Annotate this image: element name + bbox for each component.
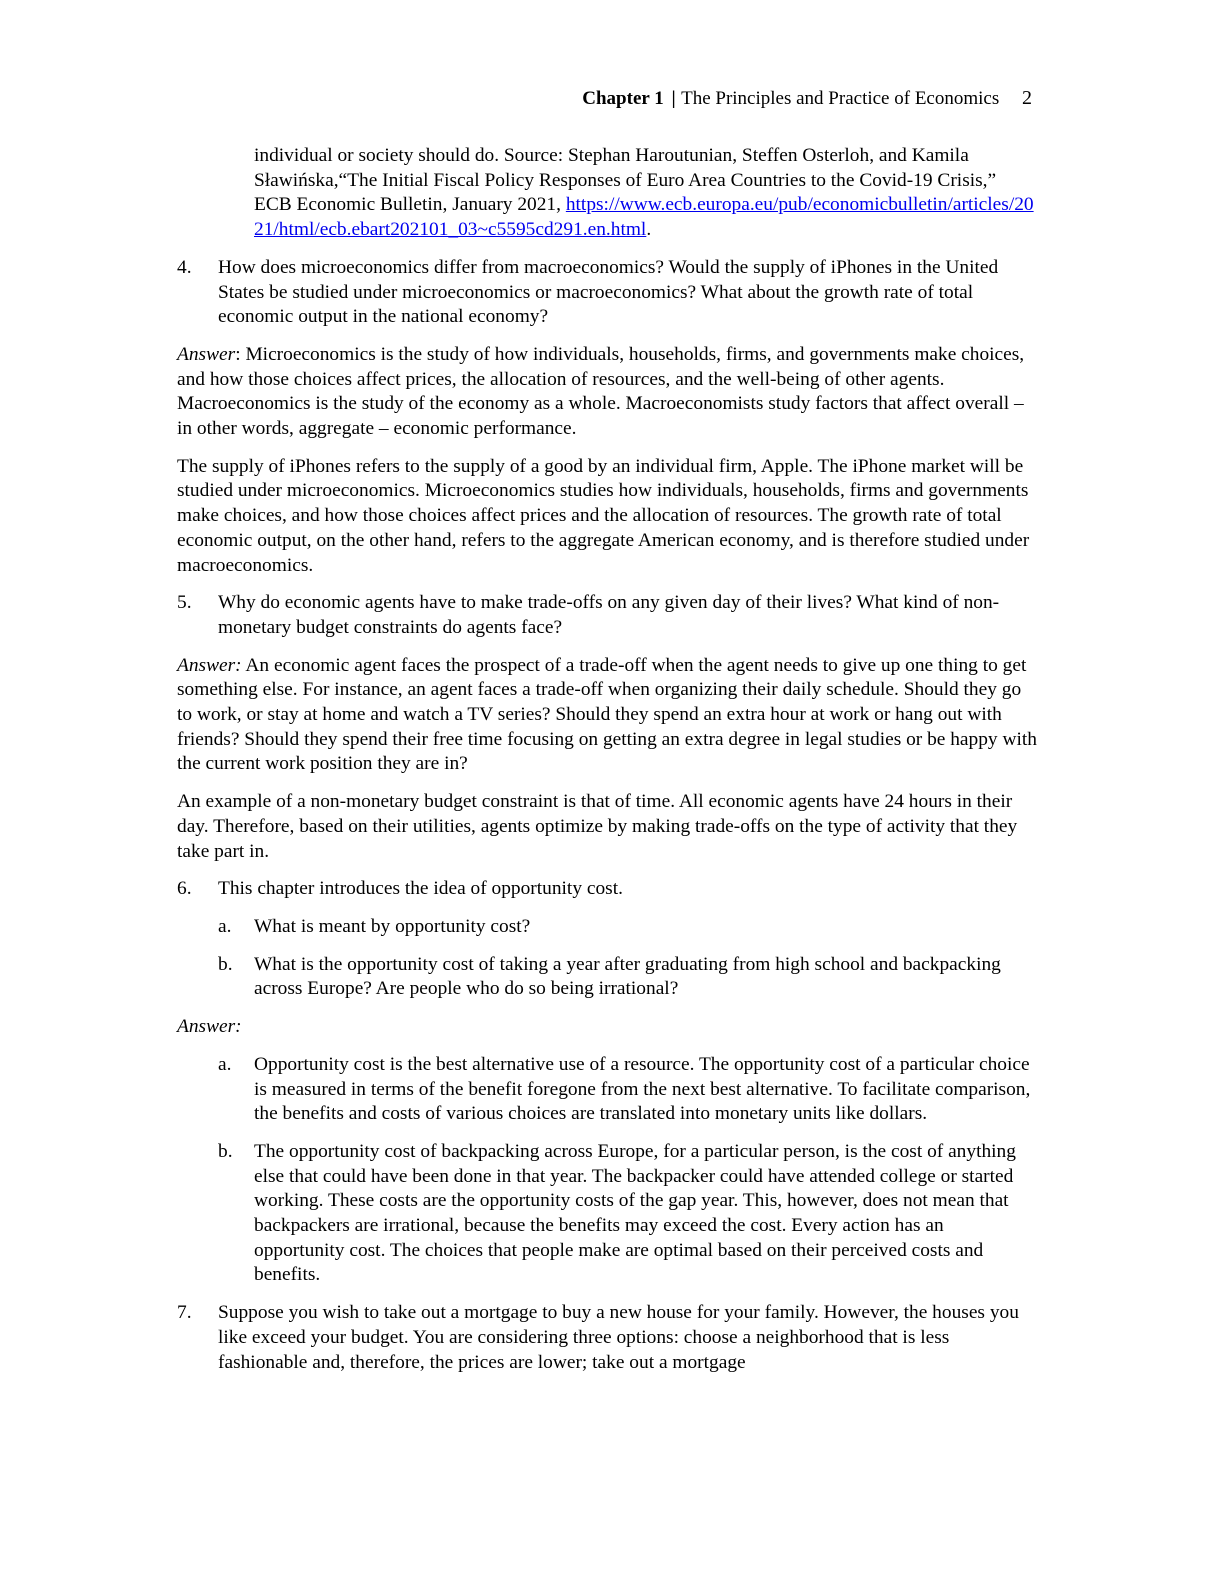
- sub-answer-label: b.: [218, 1140, 233, 1162]
- question-text: Suppose you wish to take out a mortgage to buy a new house for your family. However, the houses you like exceed your budget. You are considering three options: choose a neighborhood that is less fashionable and, therefore, the prices are lower; take out a mortgage: [218, 1302, 1019, 1373]
- sub-question-text: What is meant by opportunity cost?: [254, 915, 531, 937]
- sub-answer-text: Opportunity cost is the best alternative use of a resource. The opportunity cost of a particular choice is measured in terms of the benefit foregone from the next best alternative. To facilitate comparison, the benefits and costs of various choices are translated into monetary units like dollars.: [254, 1053, 1031, 1125]
- chapter-label: Chapter 1: [582, 88, 664, 109]
- question-number: 7.: [177, 1302, 192, 1324]
- answer-5-paragraph-2: An example of a non-monetary budget constraint is that of time. All economic agents have 24 hours in their day. Therefore, based on their utilities, agents optimize by making trade-offs on the type of activity that they take part in.: [177, 791, 1018, 862]
- answer-label: Answer: [177, 343, 236, 365]
- citation-period: .: [646, 219, 652, 241]
- answer-text: An economic agent faces the prospect of a trade-off when the agent needs to give up one thing to get something else. For instance, an agent faces a trade-off when organizing their daily schedule. Should they go to work, or stay at home and watch a TV series? Should they spend an extra hour at work or hang out with friends? Should they spend their free time focusing on getting an extra degree in legal studies or be happy with the current work position they are in?: [177, 654, 1037, 775]
- header-separator: |: [671, 88, 676, 109]
- sub-question-text: What is the opportunity cost of taking a year after graduating from high school and backpacking across Europe? Are people who do so being irrational?: [254, 953, 1001, 1000]
- question-7: [177, 1301, 1037, 1375]
- question-6a: [218, 915, 1037, 940]
- answer-4-paragraph-2: The supply of iPhones refers to the supply of a good by an individual firm, Apple. The iPhone market will be studied under microeconomics. Microeconomics studies how individuals, households, firms and governments make choices, and how those choices affect prices and the allocation of resources. The growth rate of total economic output, on the other hand, refers to the aggregate American economy, and is therefore studied under macroeconomics.: [177, 455, 1030, 576]
- answer-text: Microeconomics is the study of how individuals, households, firms, and governments make choices, and how those choices affect prices, the allocation of resources, and the well-being of other agents. Macroeconomics is the study of the economy as a whole. Macroeconomists study factors that affect overall – in other words, aggregate – economic performance.: [177, 343, 1025, 440]
- sub-question-label: a.: [218, 915, 232, 937]
- answer-label: Answer:: [177, 654, 242, 676]
- question-number: 6.: [177, 878, 192, 900]
- answer-5-paragraph-1: [177, 654, 1037, 778]
- question-6: [177, 877, 1037, 902]
- page-number: 2: [1022, 87, 1032, 109]
- answer-6b: [218, 1140, 1037, 1288]
- answer-4-paragraph-1: Answer: Microeconomics is the study of how individuals, households, firms, and governments make choices, and how those choices affect prices, the allocation of resources, and the well-being of other agents. Macroeconomics is the study of the economy as a whole. Macroeconomists study factors that affect overall – in other words, aggregate – economic performance.: [177, 343, 1025, 440]
- sub-question-label: b.: [218, 953, 233, 975]
- question-text: Why do economic agents have to make trade-offs on any given day of their lives? What kind of non-monetary budget constraints do agents face?: [218, 592, 1000, 638]
- source-citation: [177, 144, 1037, 243]
- question-6b: [218, 953, 1037, 1002]
- sub-answer-text: The opportunity cost of backpacking across Europe, for a particular person, is the cost of anything else that could have been done in that year. The backpacker could have attended college or started working. These costs are the opportunity costs of the gap year. This, however, does not mean that backpackers are irrational, because the benefits may exceed the cost. Every action has an opportunity cost. The choices that people make are optimal based on their perceived costs and benefits.: [254, 1140, 1016, 1286]
- chapter-title: The Principles and Practice of Economics: [681, 88, 1000, 109]
- sub-answer-label: a.: [218, 1053, 232, 1075]
- question-4: [177, 256, 1037, 330]
- question-text: How does microeconomics differ from macroeconomics? Would the supply of iPhones in the United States be studied under microeconomics or macroeconomics? What about the growth rate of total economic output in the national economy?: [218, 256, 999, 328]
- citation-text: individual or society should do. Source: Stephan Haroutunian, Steffen Osterloh, and Kamila Sławińska,“The Initial Fiscal Policy Responses of Euro Area Countries to the Covid-19 Crisis,” ECB Economic Bulletin, January 2021,: [254, 145, 997, 216]
- question-number: 5.: [177, 592, 192, 614]
- running-header: [582, 86, 1032, 111]
- question-text: This chapter introduces the idea of opportunity cost.: [218, 878, 623, 900]
- answer-6a: [218, 1053, 1037, 1127]
- answer-6-label: Answer:: [177, 1016, 242, 1038]
- page-body: [177, 144, 1037, 1388]
- ecb-bulletin-link[interactable]: https://www.ecb.europa.eu/pub/economicbulletin/articles/2021/html/ecb.ebart202101_03~c5595cd291.en.html: [254, 194, 1034, 241]
- question-number: 4.: [177, 256, 192, 278]
- question-5: [177, 591, 1037, 640]
